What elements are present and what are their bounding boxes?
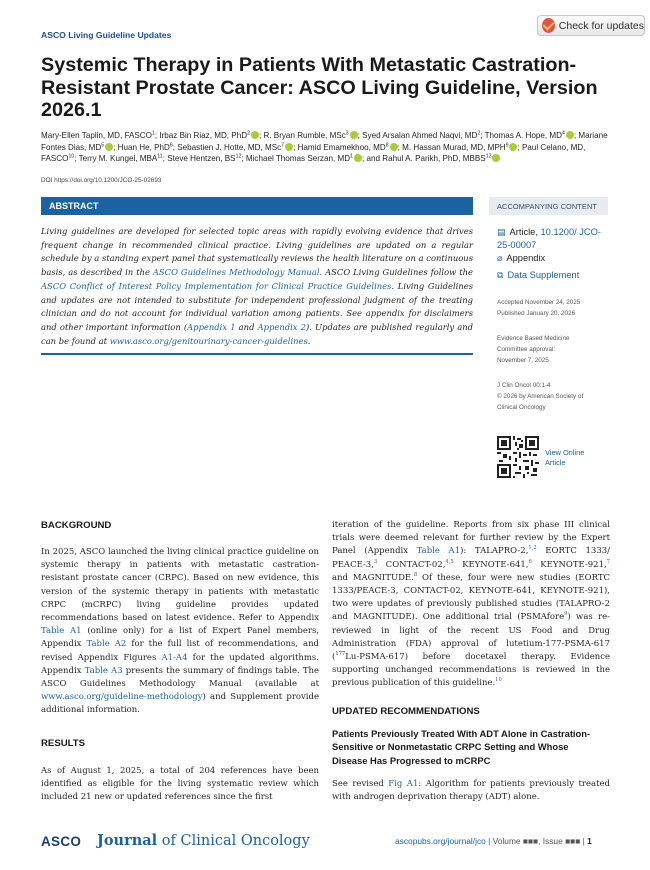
appendix-1-link[interactable]: Appendix 1 [187,321,236,332]
table-a3-link[interactable]: Table A3 [84,665,123,676]
orcid-icon[interactable] [251,131,259,139]
author-affiliation: 3 [345,130,349,137]
page-number: 1 [587,836,592,846]
orcid-icon[interactable] [105,143,113,151]
author-name: Syed Arsalan Ahmed Naqvi, MD [362,131,478,140]
publication-dates: Accepted November 24, 2025 Published January 20, 2026 [497,299,581,317]
methodology-manual-link[interactable]: ASCO Guidelines Methodology Manual [152,267,320,278]
author-name: Paul Celano, MD, FASCO [41,142,586,164]
author-affiliation: 2 [477,130,481,137]
appendix-2-link[interactable]: Appendix 2 [257,321,306,332]
author-affiliation: 12 [235,153,242,160]
background-text: In 2025, ASCO launched the living clinical practice guideline on systemic therapy in patients with metastatic castration-resistant prostate cancer (CRPC). Based on new evidence, this version of the systemic therapy in patients with metastatic CRPC (mCRPC) living guideline provides updated recommendations based on latest evidence. Refer to Appendix Table A1 (online only) for a list of Expert Panel members, Appendix Table A2 for the full list of recommendations, and revised Appendix Figures A1-A4 for the updated algorithms. Appendix Table A3 presents the summary of findings table. The ASCO Guidelines Methodology Manual (available at www.asco.org/guideline-methodology) and Supplement provide additional information. [41,547,320,716]
recommendation-text: See revised Fig A1: Algorithm for patients previously treated with androgen deprivation therapy (ADT) alone. [332,779,610,803]
author-affiliation: 1 [151,130,155,137]
asco-logo: ASCO [41,834,82,849]
author-affiliation: 5 [101,141,105,148]
author-affiliation: 13 [485,153,492,160]
jco-logo: Journal of Clinical Oncology [97,832,310,849]
check-updates-icon [542,18,555,33]
doi[interactable]: DOI https://doi.org/10.1200/JCO-25-02693 [41,177,162,184]
paperclip-icon: ⌀ [497,253,503,263]
author-name: Terry M. Kungel, MBA [78,154,158,164]
author-affiliation: 8 [385,141,389,148]
author-affiliation: 10 [68,153,75,160]
author-list: Mary-Ellen Taplin, MD, FASCO$^1$; Irbaz Bin Riaz, MD, PhD$^2$ ; R. Bryan Rumble, MSc$^3$ ; Syed Arsalan Ahmed Naqvi, $MD^2$; Thomas A. Hope, $MD^4$ ; Mariane Fontes Dias, $MD^5$ ; Huan He, PhD$^6$; Sebastien J. Hotte, MD, MSc$^7$ ; Hamid Emamekhoo, $MD^8$ ; M. Hassan Murad, MD, MPH$^9$ ; Paul Celano, MD, FASCO$^{10}$; Terry M. Kungel, MBA$^{11}$; Steve Hentzen, BS$^{12}$; Michael Thomas Serzan, $MD^1$ ; and Rahul A. Parikh, PhD, MBBS$^{13}$ [41,130,608,164]
results-text: As of August 1, 2025, a total of 204 references have been identified as eligible for the living systematic review which included 21 new or updated references since the first [41,766,319,803]
recommendation-subheading: Patients Previously Treated With ADT Alone in Castration-Sensitive or Nonmetastatic CRPC Setting and Whose Disease Has Progressed to mCRPC [332,728,591,766]
author-name: M. Hassan Murad, MD, MPH [402,142,506,152]
orcid-icon[interactable] [509,143,517,151]
orcid-icon[interactable] [566,131,574,139]
updated-recommendations-heading: UPDATED RECOMMENDATIONS [332,706,480,717]
author-name: Sebastien J. Hotte, MD, MSc [177,142,282,152]
orcid-icon[interactable] [285,143,293,151]
orcid-icon[interactable] [492,154,500,162]
article-title: Systemic Therapy in Patients With Metastatic Castration-Resistant Prostate Cancer: ASCO Living Guideline, Version 2026.1 [41,54,598,121]
background-heading: BACKGROUND [41,520,112,531]
view-online-link[interactable]: View Online Article [545,448,585,467]
orcid-icon[interactable] [350,131,358,139]
article-link[interactable]: ▤ Article, 10.1200/ JCO-25-00007 [497,227,601,250]
ebm-approval: Evidence Based Medicine Committee approval: November 7, 2025 [497,335,570,364]
author-name: Michael Thomas Serzan, MD [245,154,351,164]
orcid-icon[interactable] [390,143,398,151]
author-name: and Rahul A. Parikh, PhD, MBBS [366,154,486,164]
abstract-text: Living guidelines are developed for selected topic areas with rapidly evolving evidence that drives frequent change in recommended clinical practice. Living guidelines are updated on a regular schedule by a standing expert panel that systematically reviews the health literature on a continuous basis, as described in the ASCO Guidelines Methodology Manual. ASCO Living Guidelines follow the ASCO Conflict of Interest Policy Implementation for Clinical Practice Guidelines. Living Guidelines and updates are not intended to substitute for independent professional judgment of the treating clinician and do not account for individual variation among patients. See appendix for disclaimers and other important information (Appendix 1 and Appendix 2). Updates are published regularly and can be found at www.asco.org/genitourinary-cancer-guidelines. [41,226,474,346]
author-name: Irbaz Bin Riaz, MD, PhD [159,131,248,140]
author-name: Huan He, PhD [117,142,170,152]
gu-guidelines-link[interactable]: www.asco.org/genitourinary-cancer-guidelines [109,335,308,346]
results-heading: RESULTS [41,738,86,749]
abstract-divider [41,353,473,355]
fig-a1-link[interactable]: Fig A1 [388,779,419,789]
author-affiliation: 6 [169,141,173,148]
author-name: Mariane Fontes Dias, MD [41,131,608,152]
qr-code-icon[interactable] [497,436,539,478]
accompanying-content-heading: ACCOMPANYING CONTENT [489,197,608,215]
series-label: ASCO Living Guideline Updates [41,30,172,40]
coi-policy-link[interactable]: ASCO Conflict of Interest Policy Implementation for Clinical Practice Guidelines [41,280,392,291]
external-link-icon: ⧉ [497,270,504,280]
footer-info: ascopubs.org/journal/jco | Volume ■■■, Issue ■■■ | 1 [395,836,592,846]
document-icon: ▤ [497,227,506,237]
author-name: Steve Hentzen, BS [167,154,236,164]
author-affiliation: 2 [247,130,250,137]
citation-info: J Clin Oncol 00:1-4 © 2026 by American Society of Clinical Oncology [497,382,584,411]
check-for-updates-button[interactable] [537,15,645,36]
data-supplement-link[interactable]: ⧉ Data Supplement [497,270,580,280]
author-affiliation: 9 [505,141,509,148]
author-affiliation: 4 [561,130,565,137]
journal-url-link[interactable]: ascopubs.org/journal/jco [395,836,486,846]
table-a2-link[interactable]: Table A2 [86,639,127,650]
author-name: R. Bryan Rumble, MSc [263,131,346,140]
author-affiliation: 1 [350,153,353,160]
orcid-icon[interactable] [354,154,362,162]
guideline-methodology-link[interactable]: www.asco.org/guideline-methodology [41,692,203,703]
table-a1-link-2[interactable]: Table A1 [416,546,461,557]
check-updates-label: Check for updates [558,19,644,32]
results-continued-text: iteration of the guideline. Reports from six phase III clinical trials were deemed relevant for further review by the Expert Panel (Appendix Table A1): TALAPRO-2,$^{1,2}$ EORTC 1333/ PEACE-3,$^3$ CONTACT-02,$^{4,5}$ KEYNOTE-641,$^6$ KEYNOTE-921,$^7$ and MAGNITUDE.$^8$ Of these, four were new studies (EORTC 1333/PEACE-3, CONTACT-02, KEYNOTE-641, KEYNOTE-921), two were updates of previously published studies (TALAPRO-2 and MAGNITUDE). One additional trial (PSMAfore$^9$) was re-reviewed in light of the recent US Food and Drug Administration (FDA) approval of lutetium-177-PSMA-617 ($^{177}$Lu-PSMA-617) before docetaxel therapy. Evidence supporting unchanged recommendations is reviewed in the previous publication of this guideline.$^{10}$ [332,520,611,689]
author-affiliation: 11 [157,153,163,160]
author-affiliation: 7 [281,141,285,148]
abstract-heading: ABSTRACT [41,197,473,215]
table-a1-link[interactable]: Table A1 [41,626,82,637]
author-name: Mary-Ellen Taplin, MD, FASCO [41,131,152,140]
appendix-link[interactable]: ⌀ Appendix [497,253,546,263]
figures-a1-a4-link[interactable]: A1-A4 [161,652,188,663]
author-name: Thomas A. Hope, MD [484,131,562,140]
author-name: Hamid Emamekhoo, MD [297,142,386,152]
